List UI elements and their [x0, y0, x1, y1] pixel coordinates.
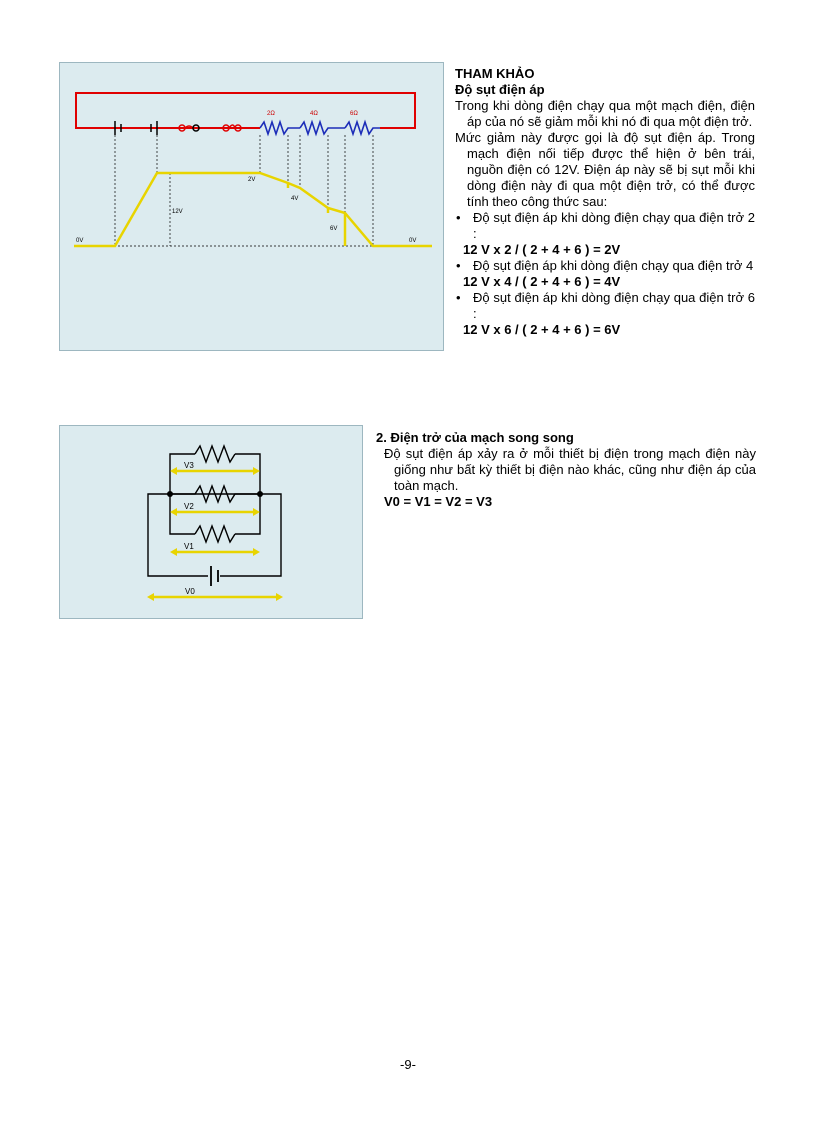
- circuit-wire: [148, 454, 281, 576]
- projection-lines: [74, 135, 432, 246]
- resistor-v1-icon: [195, 526, 235, 542]
- paragraph-2: Mức giảm này được gọi là độ sụt điện áp. Trong mạch điện nối tiếp được thể hiện ở bên trái, nguồn điện có 12V. Điện áp này sẽ bị sụt mỗi khi dòng điện này đi qua một điện trở, có thể được tính theo công thức sau:: [455, 130, 755, 209]
- formula-2v: 12 V x 2 / ( 2 + 4 + 6 ) = 2V: [463, 242, 621, 257]
- voltage-label-0v-left: 0V: [76, 238, 84, 244]
- bullet-icon: •: [456, 290, 461, 305]
- junction-icon: [257, 491, 263, 497]
- voltage-label-6v: 6V: [330, 226, 338, 232]
- resistor-4-icon: [300, 122, 345, 134]
- series-circuit-figure: [59, 62, 444, 351]
- resistor-label-4: 4Ω: [310, 111, 318, 117]
- series-circuit-diagram: [60, 63, 443, 350]
- voltage-label-v1: V1: [184, 542, 194, 551]
- voltage-label-v2: V2: [184, 502, 194, 511]
- section-heading: THAM KHẢO: [455, 66, 535, 81]
- resistors: [260, 122, 380, 134]
- voltage-label-2v: 2V: [248, 177, 256, 183]
- voltage-drop-section: [455, 66, 755, 338]
- paragraph: Độ sụt điện áp xảy ra ở mỗi thiết bị điện trong mạch điện này giống như bất kỳ thiết bị điện nào khác, cũng như điện áp của toàn mạch.: [384, 446, 756, 493]
- equation: V0 = V1 = V2 = V3: [384, 494, 493, 509]
- parallel-resistance-section: [376, 430, 756, 510]
- parallel-circuit-figure: [59, 425, 363, 619]
- voltage-label-v0: V0: [185, 587, 195, 596]
- formula-4v: 12 V x 4 / ( 2 + 4 + 6 ) = 4V: [463, 274, 621, 289]
- page-number: -9-: [400, 1057, 416, 1072]
- voltage-label-12v: 12V: [172, 209, 183, 215]
- section-heading: 2. Điện trở của mạch song song: [376, 430, 574, 445]
- bullet-icon: •: [456, 210, 461, 225]
- list-item: [455, 290, 755, 322]
- voltage-label-v3: V3: [184, 461, 194, 470]
- list-item: [455, 210, 755, 242]
- resistor-v2-icon: [170, 486, 260, 502]
- list-item-text: Độ sụt điện áp khi dòng điện chạy qua điện trở 6 :: [473, 290, 755, 321]
- formula-6v: 12 V x 6 / ( 2 + 4 + 6 ) = 6V: [463, 322, 621, 337]
- parallel-circuit-diagram: [60, 426, 362, 618]
- voltage-label-0v-right: 0V: [409, 238, 417, 244]
- list-item: [455, 258, 755, 274]
- voltage-label-4v: 4V: [291, 196, 299, 202]
- voltage-profile: [74, 173, 432, 246]
- resistor-label-2: 2Ω: [267, 111, 275, 117]
- resistor-v3-icon: [195, 446, 235, 462]
- junction-icon: [167, 491, 173, 497]
- bullet-icon: •: [456, 258, 461, 273]
- list-item-text: Độ sụt điện áp khi dòng điện chạy qua điện trở 2 :: [473, 210, 755, 241]
- resistor-6-icon: [345, 122, 380, 134]
- list-item-text: Độ sụt điện áp khi dòng điện chạy qua điện trở 4: [473, 258, 754, 273]
- battery-icon: [211, 566, 218, 586]
- paragraph-1: Trong khi dòng điện chạy qua một mạch điện, điện áp của nó sẽ giảm mỗi khi nó đi qua một điện trở.: [455, 98, 755, 129]
- resistor-2-icon: [260, 122, 300, 134]
- section-subheading: Độ sụt điện áp: [455, 82, 545, 97]
- resistor-label-6: 6Ω: [350, 111, 358, 117]
